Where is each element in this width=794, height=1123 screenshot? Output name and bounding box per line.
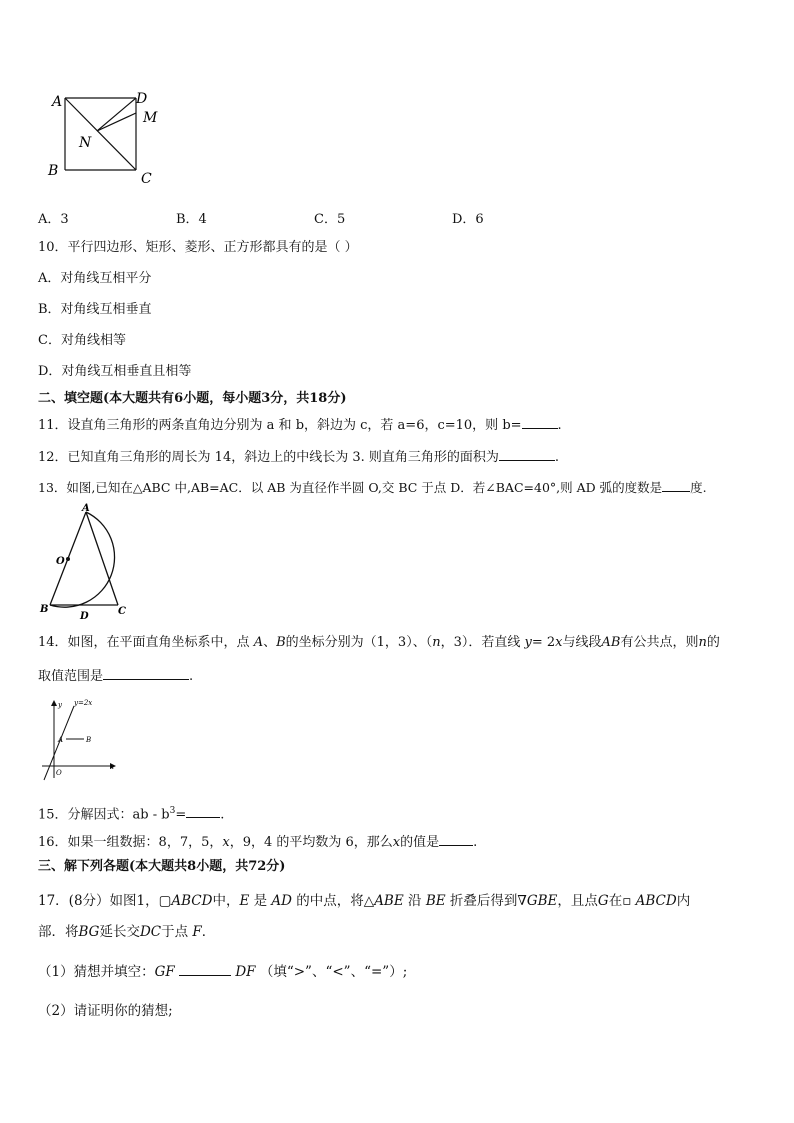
q16-text-b: ，9，4 的平均数为 6，那么	[229, 835, 393, 850]
q17-gbe: ∇GBE	[517, 893, 558, 909]
q9-segment-nm	[97, 113, 136, 131]
q13-answer-blank	[662, 479, 690, 492]
q14-label-x: x	[110, 763, 114, 771]
q9-option-c: C．5	[314, 212, 346, 227]
q15-end: .	[220, 807, 225, 823]
q17-text-f: 折叠后得到	[449, 893, 518, 909]
q17-point-g: G	[597, 893, 609, 909]
q14-coordinate-figure	[36, 696, 126, 782]
q13-label-c: C	[118, 606, 126, 617]
q17-part1-text-b: （填“>”、“<”、“=”）;	[259, 964, 408, 980]
q17-triangle-symbol: △	[363, 893, 375, 909]
q9-label-b: B	[48, 163, 59, 179]
q17-point-f: F	[192, 924, 202, 940]
q15-line	[38, 803, 224, 823]
q14-var-n2: n	[698, 635, 707, 650]
q9-option-b: B．4	[176, 212, 207, 227]
q17-abe: ABE	[374, 893, 404, 909]
q14-label-b: B	[86, 736, 92, 744]
q14-var-y: y	[524, 635, 532, 650]
q16-end: .	[473, 835, 478, 850]
q17-segment-bg: BG	[78, 924, 100, 940]
q17-part2: （2）请证明你的猜想;	[38, 1003, 173, 1019]
q11-answer-blank	[522, 416, 558, 429]
q17-text-line2-d: ．	[201, 924, 216, 940]
q11-text: 11．设直角三角形的两条直角边分别为 a 和 b，斜边为 c，若 a=6，c=10，则 b=	[38, 418, 522, 433]
q14-text-f: 的	[706, 635, 720, 650]
q17-line1	[38, 893, 690, 909]
q14-eq: = 2	[531, 635, 556, 650]
q12-answer-blank	[499, 448, 555, 461]
section3-heading: 三、解下列各题(本大题共8小题，共72分)	[38, 859, 286, 874]
q13-label-o: O	[56, 556, 65, 567]
q17-text-g: ，且点	[557, 893, 598, 909]
q14-label-a: A	[58, 736, 64, 744]
q17-segment-gf: GF	[154, 964, 175, 980]
q17-text-h: 在	[608, 893, 623, 909]
q12-text: 12．已知直角三角形的周长为 14，斜边上的中线长为 3. 则直角三角形的面积为	[38, 450, 499, 465]
q12-end: .	[554, 450, 560, 465]
q17-abcd: ABCD	[171, 893, 213, 909]
q17-text-e: 沿	[408, 893, 422, 909]
q17-segment-be: BE	[425, 893, 446, 909]
q17-part1-text-a: （1）猜想并填空：	[38, 964, 155, 980]
q14-text-b: 的坐标分别为（1，3）、（	[285, 635, 433, 650]
q9-label-n: N	[79, 135, 92, 151]
q13-end: 度.	[690, 480, 707, 495]
q14-line2	[38, 667, 193, 685]
q16-text-c: 的值是	[400, 835, 440, 850]
q15-eq: =	[175, 807, 187, 823]
q13-triangle-semicircle-figure	[36, 502, 136, 620]
q10-option-b: B．对角线互相垂直	[38, 302, 152, 317]
q16-text-a: 16．如果一组数据：8，7，5，	[38, 835, 223, 850]
q17-text-line2-c: 于点	[161, 924, 189, 940]
q12-line	[38, 448, 559, 466]
q17-part1-answer-blank	[179, 963, 231, 976]
q14-end: .	[189, 669, 194, 684]
q17-text-a: 17．(8分）如图1，	[38, 893, 159, 909]
q14-text-a: 14．如图，在平面直角坐标系中，点	[38, 635, 250, 650]
q9-label-m: M	[143, 110, 158, 126]
q17-line2	[38, 924, 215, 940]
q14-text-e: 有公共点，则	[620, 635, 699, 650]
q17-text-i: 内	[676, 893, 691, 909]
q14-point-b: B	[276, 635, 286, 650]
q14-var-x: x	[555, 635, 563, 650]
q10-option-a: A．对角线互相平分	[38, 271, 152, 286]
q13-text: 13．如图,已知在△ABC 中,AB=AC．以 AB 为直径作半圆 O,交 BC 于点 D．若∠BAC=40°,则 AD 弧的度数是	[38, 480, 663, 495]
q14-y-arrow	[51, 700, 57, 706]
q10-option-c: C．对角线相等	[38, 333, 126, 348]
q9-label-a: A	[52, 94, 63, 110]
q16-answer-blank	[439, 833, 473, 846]
q17-part1	[38, 963, 407, 980]
q14-label-o: O	[56, 769, 62, 777]
q14-text-c: ，3）．若直线	[440, 635, 521, 650]
q14-label-y: y	[58, 701, 62, 709]
q9-option-a: A．3	[38, 212, 69, 227]
q14-var-n: n	[432, 635, 441, 650]
q16-var-x2: x	[392, 835, 401, 850]
q13-label-a: A	[82, 503, 90, 514]
q11-end: .	[557, 418, 562, 433]
q13-label-d: D	[80, 611, 89, 620]
q9-segment-nd	[97, 98, 136, 131]
q10-option-d: D．对角线互相垂直且相等	[38, 364, 192, 379]
q15-exponent: 3	[169, 806, 176, 816]
q14-answer-blank	[103, 667, 189, 680]
q17-parallelogram-symbol-2: ▫	[622, 893, 632, 909]
q9-label-d: D	[136, 91, 148, 107]
q14-text-line2: 取值范围是	[38, 669, 104, 684]
q14-line1	[38, 635, 720, 651]
q9-square-figure	[40, 88, 170, 188]
q14-text-d: 与线段	[562, 635, 602, 650]
q17-text-b: 中，	[212, 893, 240, 909]
q16-line	[38, 833, 477, 851]
q17-text-d: 的中点，将	[296, 893, 364, 909]
q9-option-d: D．6	[452, 212, 484, 227]
q17-text-line2-a: 部．将	[38, 924, 79, 940]
q17-parallelogram-symbol: ▢	[158, 893, 172, 909]
q15-answer-blank	[186, 805, 220, 818]
q17-abcd-2: ABCD	[635, 893, 677, 909]
section2-heading: 二、填空题(本大题共有6小题，每小题3分，共18分)	[38, 391, 347, 406]
q13-line	[38, 479, 707, 496]
q14-point-a: A	[253, 635, 264, 650]
q17-segment-ad: AD	[271, 893, 292, 909]
q17-segment-dc: DC	[139, 924, 162, 940]
q17-point-e: E	[239, 893, 250, 909]
q9-diagonal-ac	[65, 98, 136, 170]
q13-point-o	[66, 557, 70, 561]
q17-segment-df: DF	[235, 964, 256, 980]
q14-sep: 、	[263, 635, 277, 650]
q9-label-c: C	[141, 171, 152, 187]
q14-label-eq: y=2x	[74, 699, 93, 707]
q16-var-x: x	[222, 835, 230, 850]
q14-segment-ab: AB	[601, 635, 621, 650]
q10-stem: 10．平行四边形、矩形、菱形、正方形都具有的是（ ）	[38, 240, 358, 255]
q13-label-b: B	[40, 604, 49, 615]
q17-text-line2-b: 延长交	[99, 924, 140, 940]
q15-text: 15．分解因式：ab - b	[38, 807, 170, 823]
q17-text-c: 是	[253, 893, 268, 909]
q11-line	[38, 416, 562, 434]
